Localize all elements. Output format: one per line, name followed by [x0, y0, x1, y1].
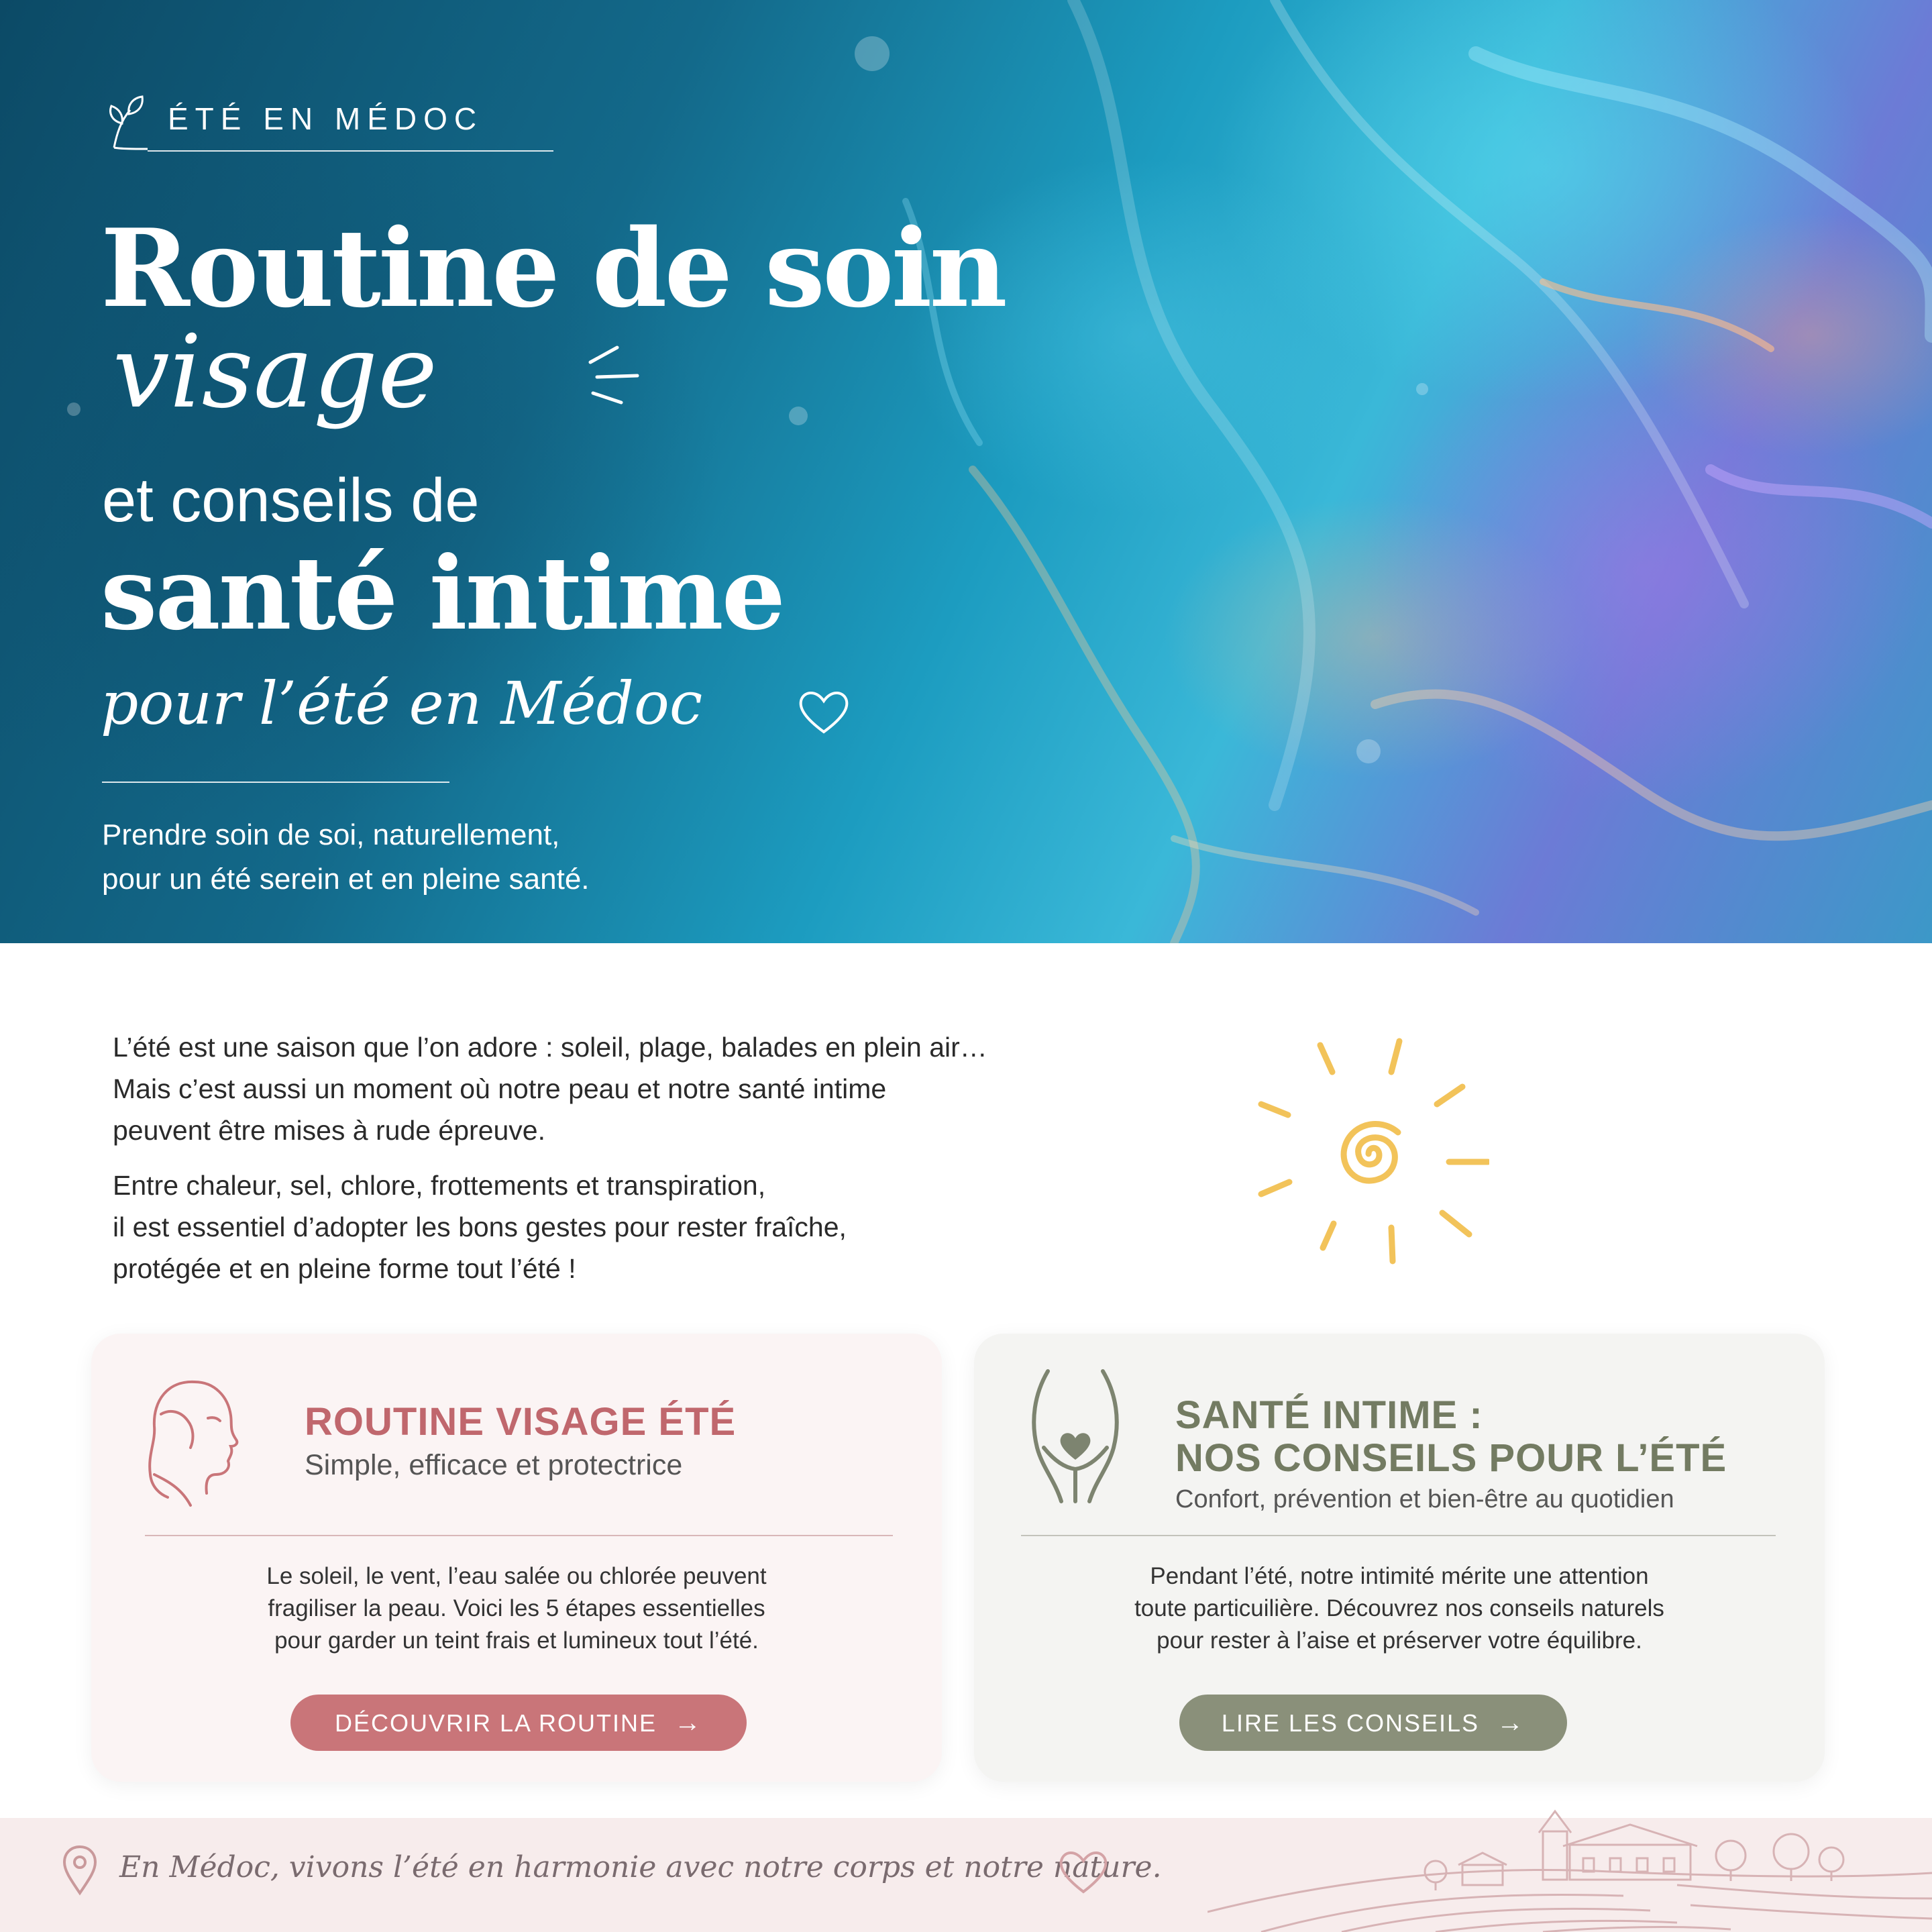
- card-subtitle: Confort, prévention et bien-être au quotidien: [1175, 1485, 1674, 1513]
- heart-outline-icon: [797, 688, 851, 735]
- card-body-line2: fragiliser la peau. Voici les 5 étapes essentielles: [268, 1595, 765, 1621]
- footer-banner: [0, 1818, 1932, 1932]
- hero-title-tagline: pour l’été en Médoc: [101, 669, 703, 738]
- discover-routine-label: DÉCOUVRIR LA ROUTINE: [334, 1709, 657, 1737]
- intro-p1-line1: L’été est une saison que l’on adore : soleil, plage, balades en plein air…: [113, 1032, 987, 1063]
- sparkle-icon: [584, 335, 657, 409]
- hero-title-line4: santé intime: [101, 535, 784, 653]
- card-title: ROUTINE VISAGE ÉTÉ: [305, 1400, 737, 1444]
- card-subtitle: Simple, efficace et protectrice: [305, 1449, 683, 1481]
- intimate-heart-icon: [1028, 1367, 1122, 1508]
- eyebrow-rule: [148, 150, 553, 152]
- routine-visage-card: [91, 1334, 942, 1782]
- arrow-right-icon: →: [1497, 1708, 1525, 1737]
- sun-spiral-icon: [1248, 1033, 1489, 1275]
- card-body: [1028, 1560, 1771, 1657]
- eyebrow: [107, 94, 553, 154]
- card-title: [1175, 1394, 1727, 1480]
- hero-title-script: visage: [113, 314, 437, 431]
- card-divider: [1021, 1535, 1776, 1536]
- hero-divider: [102, 782, 449, 783]
- card-body-line1: Le soleil, le vent, l’eau salée ou chlorée peuvent: [266, 1563, 767, 1589]
- sante-intime-card: [974, 1334, 1825, 1782]
- discover-routine-button[interactable]: [290, 1695, 747, 1751]
- read-advice-label: LIRE LES CONSEILS: [1221, 1709, 1480, 1737]
- leaf-sprig-icon: [107, 94, 150, 150]
- card-title-line1: SANTÉ INTIME :: [1175, 1393, 1483, 1437]
- card-title-line2: NOS CONSEILS POUR L’ÉTÉ: [1175, 1436, 1727, 1480]
- card-body-line3: pour rester à l’aise et préserver votre équilibre.: [1157, 1627, 1642, 1654]
- intro-p2-line1: Entre chaleur, sel, chlore, frottements et transpiration,: [113, 1170, 766, 1201]
- hero-banner: [0, 0, 1932, 943]
- location-pin-icon: [62, 1845, 98, 1896]
- card-body-line1: Pendant l’été, notre intimité mérite une attention: [1150, 1563, 1649, 1589]
- intro-p1-line2: Mais c’est aussi un moment où notre peau et notre santé intime: [113, 1073, 887, 1104]
- face-profile-icon: [141, 1374, 241, 1508]
- intro-p2-line2: il est essentiel d’adopter les bons gestes pour rester fraîche,: [113, 1212, 847, 1242]
- hero-title-line3: et conseils de: [102, 466, 480, 535]
- intro-p2-line3: protégée et en pleine forme tout l’été !: [113, 1253, 576, 1284]
- intro-paragraph-1: [113, 1026, 1119, 1151]
- arrow-right-icon: →: [674, 1708, 703, 1737]
- intro-text: [113, 1026, 1119, 1303]
- intro-paragraph-2: [113, 1165, 1119, 1289]
- heart-outline-icon: [1057, 1847, 1110, 1894]
- hero-title-line1: Routine de soin: [101, 205, 1005, 331]
- footer-tagline: En Médoc, vivons l’été en harmonie avec notre corps et notre nature.: [119, 1850, 1162, 1884]
- card-body-line2: toute particuilière. Découvrez nos conseils naturels: [1134, 1595, 1664, 1621]
- chateau-vineyard-illustration: [1208, 1798, 1932, 1932]
- card-body-line3: pour garder un teint frais et lumineux tout l’été.: [274, 1627, 759, 1654]
- read-advice-button[interactable]: [1179, 1695, 1567, 1751]
- card-body: [145, 1560, 888, 1657]
- intro-p1-line3: peuvent être mises à rude épreuve.: [113, 1115, 545, 1146]
- eyebrow-label: ÉTÉ EN MÉDOC: [168, 101, 484, 136]
- hero-subtitle-line1: Prendre soin de soi, naturellement,: [102, 818, 560, 851]
- card-divider: [145, 1535, 893, 1536]
- hero-subtitle: [102, 813, 840, 902]
- hero-subtitle-line2: pour un été serein et en pleine santé.: [102, 863, 590, 896]
